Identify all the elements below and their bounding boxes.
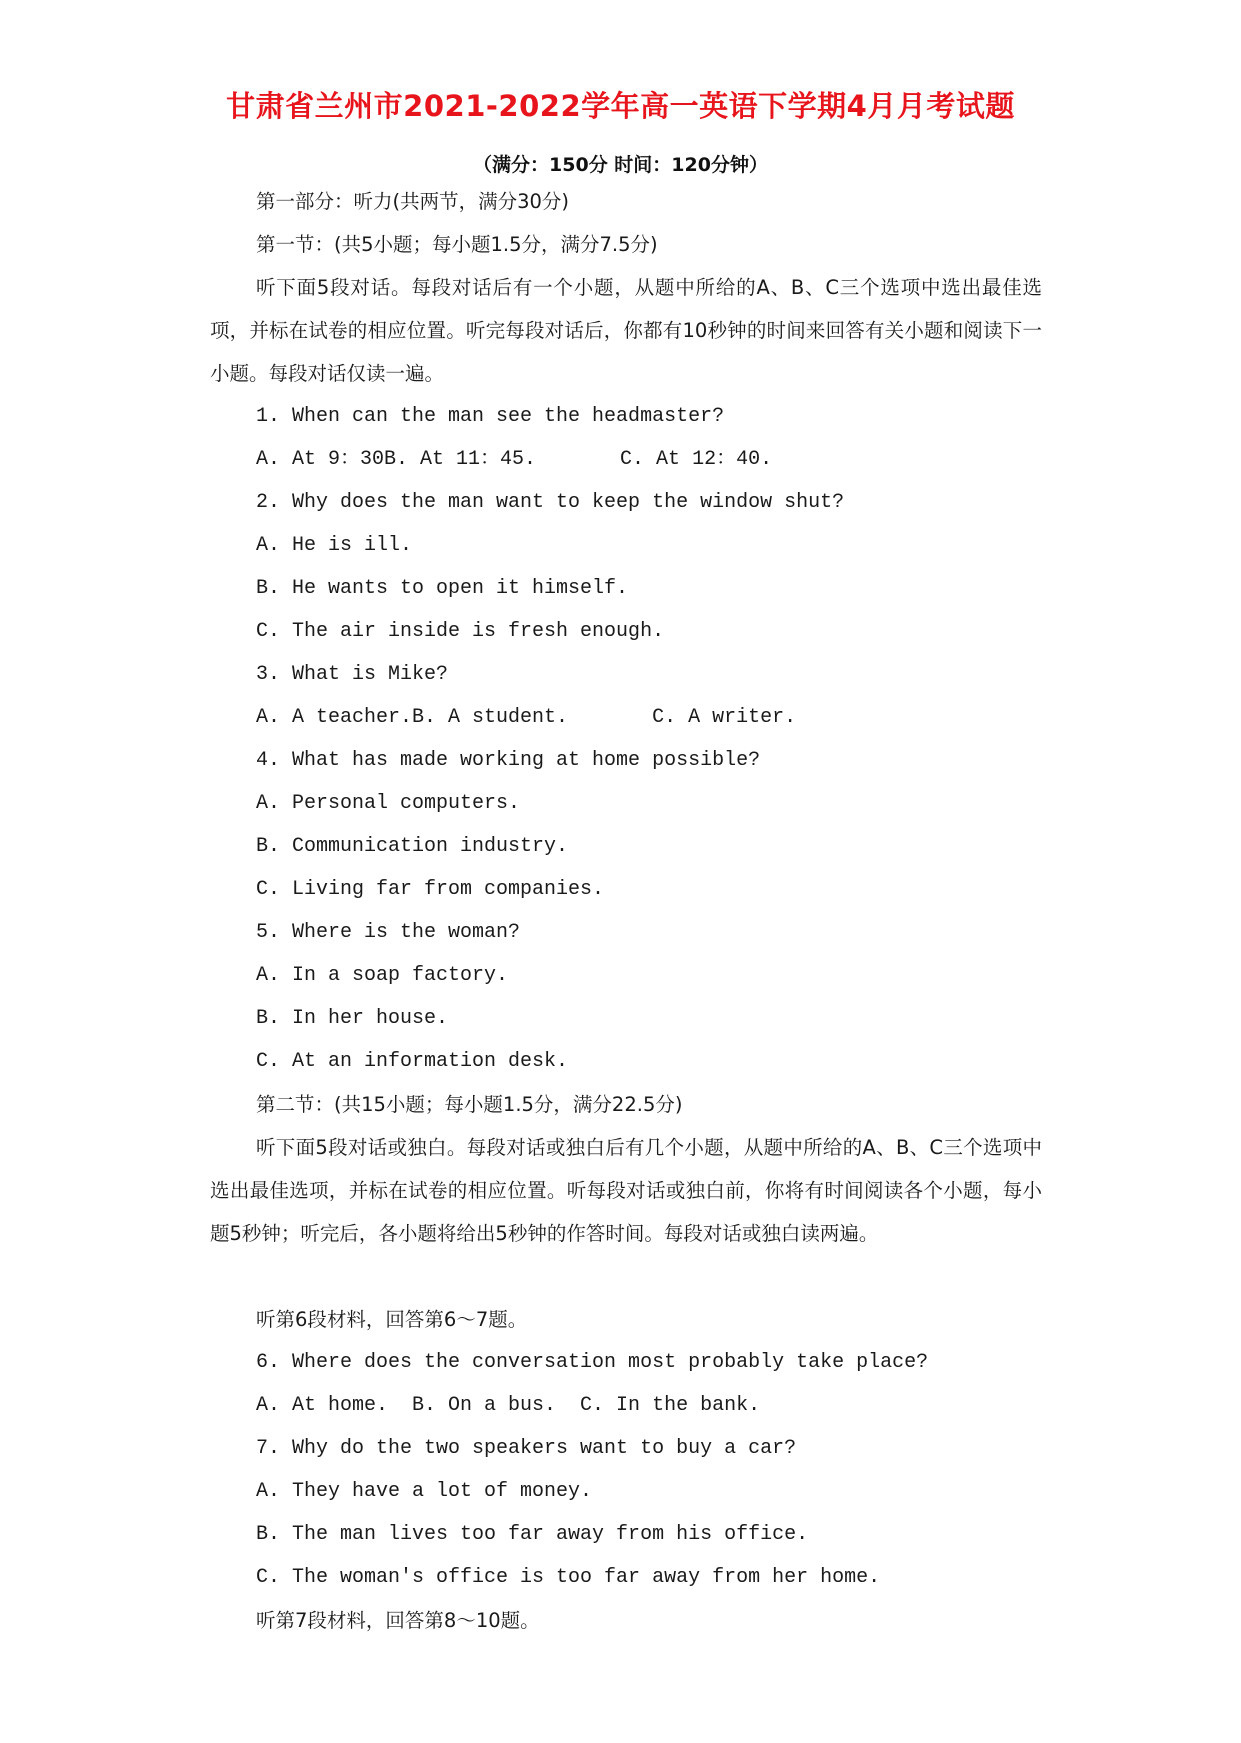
question-4-option-b: B. Communication industry.	[256, 835, 569, 858]
section1-instructions: 听下面5段对话。每段对话后有一个小题，从题中所给的A、B、C三个选项中选出最佳选项，并标在试卷的相应位置。听完每段对话后，你都有10秒钟的时间来回答有关小题和阅读下一小题。每段对话仅读一遍。	[210, 276, 1042, 385]
part1-heading: 第一部分：听力(共两节，满分30分)	[256, 190, 570, 213]
question-2-option-b: B. He wants to open it himself.	[256, 577, 629, 600]
question-1-options: A. At 9：30B. At 11：45. C. At 12：40.	[256, 448, 773, 471]
question-7-option-a: A. They have a lot of money.	[256, 1480, 593, 1503]
question-6: 6. Where does the conversation most probably take place?	[256, 1351, 929, 1374]
question-5-option-b: B. In her house.	[256, 1007, 449, 1030]
material-6-heading: 听第6段材料，回答第6～7题。	[256, 1308, 528, 1331]
material-7-heading: 听第7段材料，回答第8～10题。	[256, 1609, 540, 1632]
question-5-option-c: C. At an information desk.	[256, 1050, 569, 1073]
question-7-option-b: B. The man lives too far away from his office.	[256, 1523, 809, 1546]
section2-instructions: 听下面5段对话或独白。每段对话或独白后有几个小题，从题中所给的A、B、C三个选项中选出最佳选项，并标在试卷的相应位置。听每段对话或独白前，你将有时间阅读各个小题，每小题5秒钟；听完后，各小题将给出5秒钟的作答时间。每段对话或独白读两遍。	[210, 1136, 1042, 1245]
question-5: 5. Where is the woman?	[256, 921, 521, 944]
question-4-option-c: C. Living far from companies.	[256, 878, 605, 901]
question-3: 3. What is Mike?	[256, 663, 449, 686]
exam-subtitle: （满分：150分 时间：120分钟）	[473, 154, 768, 176]
exam-title: 甘肃省兰州市2021-2022学年高一英语下学期4月月考试题	[226, 89, 1015, 123]
question-3-options: A. A teacher.B. A student. C. A writer.	[256, 706, 797, 729]
question-2-option-c: C. The air inside is fresh enough.	[256, 620, 665, 643]
question-4-option-a: A. Personal computers.	[256, 792, 521, 815]
question-2: 2. Why does the man want to keep the window shut?	[256, 491, 845, 514]
question-2-option-a: A. He is ill.	[256, 534, 413, 557]
section1-heading: 第一节：(共5小题；每小题1.5分，满分7.5分)	[256, 233, 658, 256]
question-7-option-c: C. The woman's office is too far away from her home.	[256, 1566, 881, 1589]
question-4: 4. What has made working at home possible?	[256, 749, 761, 772]
question-1: 1. When can the man see the headmaster?	[256, 405, 725, 428]
question-6-options: A. At home. B. On a bus. C. In the bank.	[256, 1394, 761, 1417]
question-5-option-a: A. In a soap factory.	[256, 964, 509, 987]
question-7: 7. Why do the two speakers want to buy a car?	[256, 1437, 797, 1460]
section2-heading: 第二节：(共15小题；每小题1.5分，满分22.5分)	[256, 1093, 683, 1116]
